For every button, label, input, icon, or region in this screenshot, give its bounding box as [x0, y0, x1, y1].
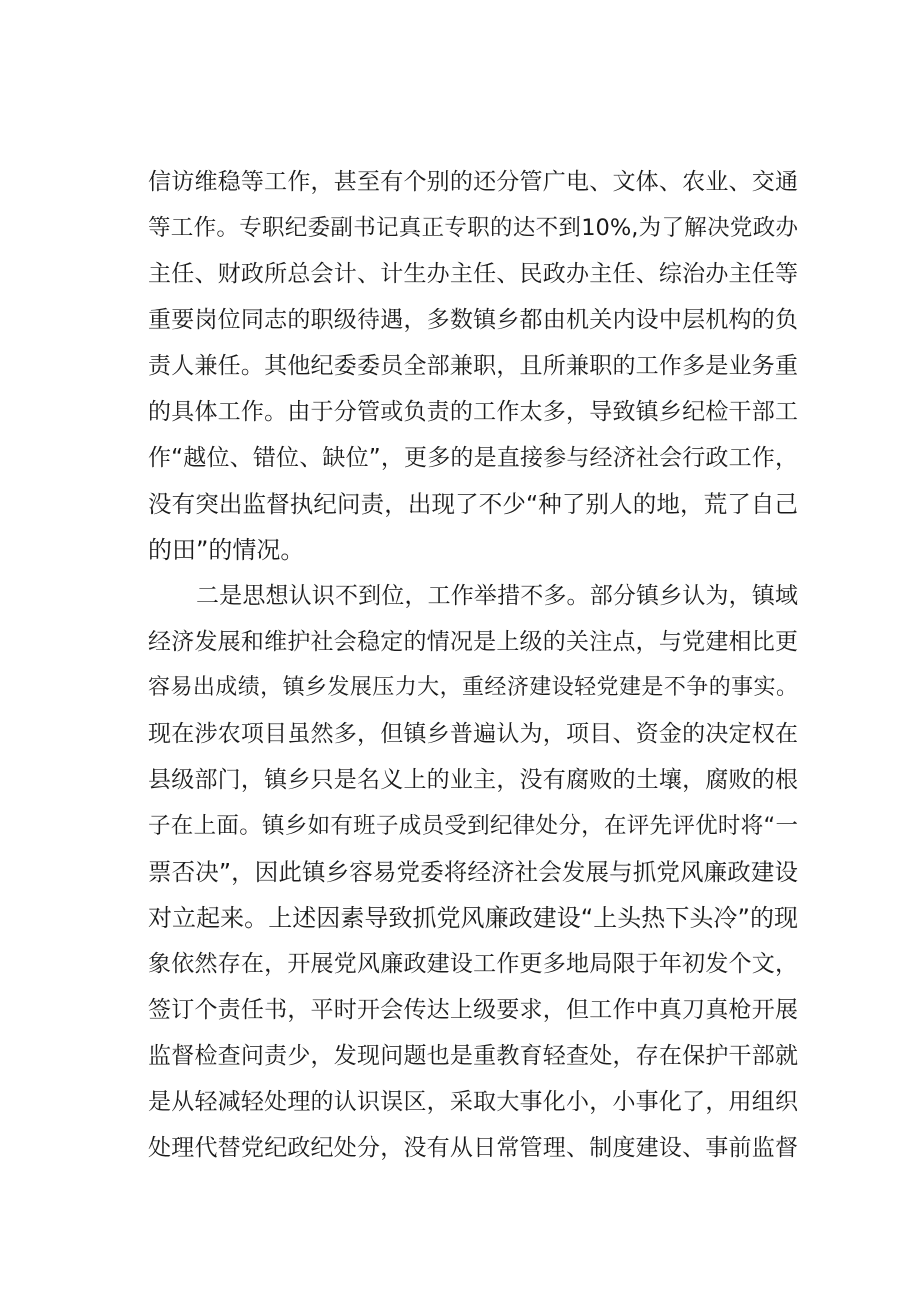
- text-line: 的具体工作。由于分管或负责的工作太多，导致镇乡纪检干部工: [148, 399, 798, 425]
- text-line: 信访维稳等工作，甚至有个别的还分管广电、文体、农业、交通: [148, 169, 798, 195]
- text-line: 县级部门，镇乡只是名义上的业主，没有腐败的土壤，腐败的根: [148, 767, 798, 793]
- text-line: 的田”的情况。: [148, 536, 305, 564]
- text-line: 子在上面。镇乡如有班子成员受到纪律处分，在评先评优时将“一: [148, 813, 798, 839]
- text-line: 处理代替党纪政纪处分，没有从日常管理、制度建设、事前监督: [148, 1135, 798, 1161]
- text-line: 主任、财政所总会计、计生办主任、民政办主任、综治办主任等: [148, 261, 798, 287]
- text-line: 等工作。专职纪委副书记真正专职的达不到10%,为了解决党政办: [148, 215, 798, 241]
- text-line: 二是思想认识不到位，工作举措不多。部分镇乡认为，镇域: [196, 583, 798, 609]
- text-line: 现在涉农项目虽然多，但镇乡普遍认为，项目、资金的决定权在: [148, 721, 798, 747]
- text-line: 重要岗位同志的职级待遇，多数镇乡都由机关内设中层机构的负: [148, 307, 798, 333]
- text-line: 经济发展和维护社会稳定的情况是上级的关注点，与党建相比更: [148, 629, 798, 655]
- text-line: 对立起来。上述因素导致抓党风廉政建设“上头热下头冷”的现: [148, 904, 798, 932]
- text-line: 责人兼任。其他纪委委员全部兼职，且所兼职的工作多是业务重: [148, 353, 798, 379]
- text-line: 容易出成绩，镇乡发展压力大，重经济建设轻党建是不争的事实。: [148, 675, 798, 700]
- text-line: 票否决”，因此镇乡容易党委将经济社会发展与抓党风廉政建设: [148, 858, 798, 886]
- text-line: 签订个责任书，平时开会传达上级要求，但工作中真刀真枪开展: [148, 997, 798, 1023]
- text-line: 监督检查问责少，发现问题也是重教育轻查处，存在保护干部就: [148, 1043, 798, 1069]
- text-line: 象依然存在，开展党风廉政建设工作更多地局限于年初发个文，: [148, 951, 798, 977]
- text-line: 作“越位、错位、缺位”，更多的是直接参与经济社会行政工作，: [148, 445, 798, 471]
- text-line: 是从轻减轻处理的认识误区，采取大事化小，小事化了，用组织: [148, 1089, 798, 1115]
- text-line: 没有突出监督执纪问责，出现了不少“种了别人的地，荒了自己: [148, 490, 798, 518]
